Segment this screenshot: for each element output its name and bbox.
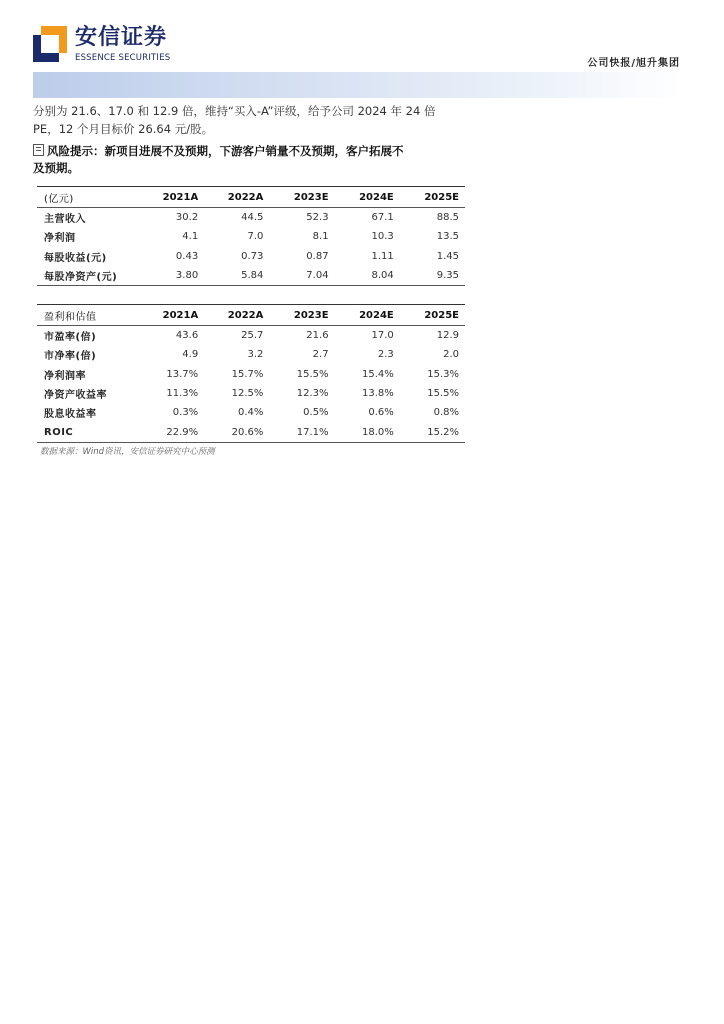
- header-cell: 2022A: [204, 305, 269, 326]
- table-cell: 13.8%: [361, 388, 394, 400]
- row-label: 净利润: [44, 233, 76, 245]
- table-cell: 15.5%: [427, 388, 459, 400]
- table-cell: 0.4%: [237, 407, 264, 419]
- table-cell: 2.7: [312, 349, 329, 361]
- table-cell: 13.5: [436, 231, 459, 243]
- table-cell: 25.7: [241, 330, 264, 342]
- table-cell: 11.3%: [166, 388, 199, 400]
- table-header-row: [37, 187, 465, 208]
- header-cell: (亿元): [37, 187, 139, 208]
- table-cell: 3.2: [247, 349, 264, 361]
- table-cell: 0.3%: [172, 407, 199, 419]
- table-cell: 0.43: [175, 250, 199, 262]
- risk-warning: [33, 143, 473, 177]
- header-cell: 2023E: [269, 305, 334, 326]
- company-logo: [33, 24, 183, 66]
- table-cell: 18.0%: [335, 422, 400, 442]
- header-cell: 2021A: [139, 305, 204, 326]
- table-cell: 8.04: [335, 266, 400, 286]
- risk-line: 及预期。: [33, 161, 79, 175]
- essence-logo-icon: [33, 26, 67, 62]
- table-cell: 15.7%: [231, 368, 264, 380]
- header-cell: 盈利和估值: [37, 305, 139, 326]
- header-cell: 2023E: [269, 187, 334, 208]
- table-row: [37, 227, 465, 246]
- header-cell: 2022A: [204, 187, 269, 208]
- table-cell: 15.3%: [427, 368, 459, 380]
- table-cell: 1.11: [371, 250, 394, 262]
- table-cell: 9.35: [400, 266, 465, 286]
- header-band: [33, 72, 681, 98]
- table-cell: 22.9%: [139, 422, 204, 442]
- table-cell: 43.6: [175, 330, 199, 342]
- header-cell: 2024E: [335, 305, 400, 326]
- table-cell: 0.5%: [303, 407, 329, 419]
- table-cell: 88.5: [436, 212, 459, 224]
- table-cell: 3.80: [139, 266, 204, 286]
- table-cell: 15.5%: [296, 368, 329, 380]
- table-cell: 12.3%: [296, 388, 329, 400]
- table-cell: 2.0: [443, 349, 459, 361]
- row-label: ROIC: [37, 422, 139, 442]
- table-cell: 44.5: [241, 212, 264, 224]
- table-row: [37, 384, 465, 403]
- row-label: 净利润率: [44, 370, 86, 382]
- table-row: [37, 365, 465, 384]
- table-cell: 8.1: [312, 231, 329, 243]
- rating-paragraph: [33, 102, 473, 138]
- risk-line: 风险提示：新项目进展不及预期，下游客户销量不及预期，客户拓展不: [47, 144, 404, 158]
- table-row: [37, 247, 465, 266]
- breadcrumb: 公司快报/旭升集团: [587, 58, 680, 69]
- logo-chinese-name: 安信证券: [75, 25, 168, 50]
- table-cell: 4.9: [182, 349, 199, 361]
- table-cell: 52.3: [306, 212, 329, 224]
- table-cell: 17.1%: [269, 422, 334, 442]
- table-cell: 0.8%: [433, 407, 459, 419]
- table-cell: 13.7%: [166, 368, 199, 380]
- table-cell: 7.0: [247, 231, 264, 243]
- table-cell: 10.3: [371, 231, 394, 243]
- header-cell: 2024E: [335, 187, 400, 208]
- table-row: [37, 326, 465, 346]
- table-cell: 30.2: [175, 212, 199, 224]
- header-cell: 2025E: [400, 187, 465, 208]
- table-cell: 67.1: [371, 212, 394, 224]
- table-row: [37, 266, 465, 286]
- document-icon: [33, 144, 44, 156]
- paragraph-line: PE，12 个月目标价 26.64 元/股。: [33, 122, 214, 136]
- logo-english-name: ESSENCE SECURITIES: [75, 53, 171, 63]
- row-label: 股息收益率: [44, 409, 97, 421]
- row-label: 每股收益(元): [44, 252, 107, 264]
- table-cell: 17.0: [371, 330, 394, 342]
- row-label: 市净率(倍): [44, 351, 97, 363]
- header-cell: 2025E: [400, 305, 465, 326]
- header-cell: 2021A: [139, 187, 204, 208]
- row-label: 每股净资产(元): [37, 266, 139, 286]
- table-cell: 5.84: [204, 266, 269, 286]
- table-cell: 21.6: [306, 330, 329, 342]
- row-label: 净资产收益率: [44, 390, 107, 402]
- table-row: [37, 345, 465, 364]
- table-cell: 0.6%: [368, 407, 394, 419]
- table-cell: 7.04: [269, 266, 334, 286]
- data-source-note: 数据来源：Wind资讯，安信证券研究中心预测: [40, 447, 215, 457]
- table-cell: 0.87: [306, 250, 329, 262]
- table-cell: 0.73: [241, 250, 264, 262]
- table-cell: 4.1: [182, 231, 199, 243]
- table-cell: 15.2%: [400, 422, 465, 442]
- table-cell: 20.6%: [204, 422, 269, 442]
- row-label: 主营收入: [44, 214, 86, 226]
- financial-summary-table: [37, 186, 465, 286]
- table-row: [37, 422, 465, 442]
- table-header-row: [37, 305, 465, 326]
- table-row: [37, 403, 465, 422]
- valuation-table: [37, 304, 465, 443]
- table-cell: 12.9: [436, 330, 459, 342]
- row-label: 市盈率(倍): [44, 332, 97, 344]
- table-cell: 1.45: [436, 250, 459, 262]
- table-cell: 15.4%: [361, 368, 394, 380]
- table-row: [37, 208, 465, 228]
- paragraph-line: 分别为 21.6、17.0 和 12.9 倍，维持“买入-A”评级，给予公司 2024 年 24 倍: [33, 104, 436, 118]
- table-cell: 2.3: [377, 349, 394, 361]
- table-cell: 12.5%: [231, 388, 264, 400]
